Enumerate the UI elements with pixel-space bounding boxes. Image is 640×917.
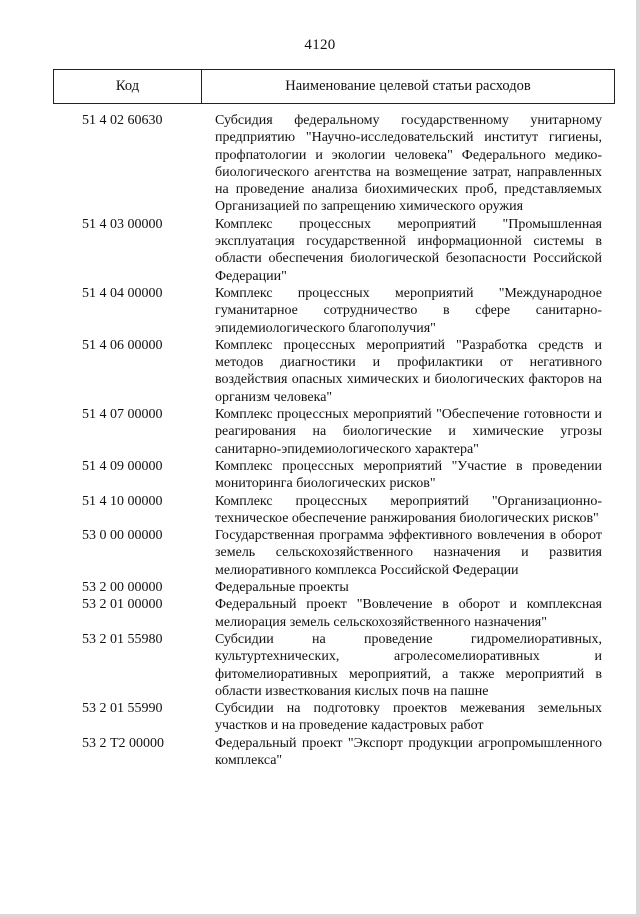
- table-row: [0, 493, 640, 528]
- table-row: [0, 579, 640, 596]
- table-row: [0, 112, 640, 216]
- row-code: 51 4 10 00000: [82, 493, 163, 509]
- table-row: [0, 596, 640, 631]
- row-description: Субсидии на подготовку проектов межевания земельных участков и на проведение кадастровых работ: [215, 701, 602, 734]
- row-code: 53 2 00 00000: [82, 580, 163, 596]
- row-code: 51 4 06 00000: [82, 337, 163, 353]
- row-description: Субсидии на проведение гидромелиоративных, культуртехнических, агролесомелиоративных и фитомелиоративных мероприятий, а также мероприятий в области известкования кислых почв на пашне: [215, 631, 602, 699]
- table-header: [53, 69, 615, 104]
- table-row: [0, 735, 640, 770]
- table-row: [0, 700, 640, 735]
- row-description: Комплекс процессных мероприятий "Участие в проведении мониторинга биологических рисков": [215, 458, 602, 492]
- table-row: [0, 216, 640, 285]
- row-code: 53 2 01 55990: [82, 701, 163, 717]
- row-code: 53 2 01 55980: [82, 631, 163, 647]
- name-column-header: Наименование целевой статьи расходов: [202, 70, 615, 104]
- scan-edge-right: [636, 0, 640, 917]
- code-column-header: Код: [54, 70, 202, 104]
- row-description: Комплекс процессных мероприятий "Промышленная эксплуатация государственной информационной системы в области обеспечения биологической безопасности Российской Федерации": [215, 216, 602, 284]
- row-code: 53 0 00 00000: [82, 528, 163, 544]
- row-description: Федеральные проекты: [215, 580, 349, 596]
- row-code: 51 4 02 60630: [82, 113, 163, 128]
- row-description: Комплекс процессных мероприятий "Разработка средств и методов диагностики и профилактики от негативного воздействия опасных химических и биологических факторов на организм человека": [215, 337, 602, 405]
- table-row: [0, 406, 640, 458]
- row-description: Субсидия федеральному государственному унитарному предприятию "Научно-исследовательский институт гигиены, профпатологии и экологии человека" Федерального медико-биологического агентства на возмещение затрат, направленных на проведение анализа биохимических проб, представляемых Организацией по запрещению химического оружия: [215, 113, 602, 215]
- row-code: 53 2 01 00000: [82, 597, 163, 613]
- row-description: Федеральный проект "Экспорт продукции агропромышленного комплекса": [215, 735, 602, 768]
- table-row: [0, 458, 640, 493]
- table-row: [0, 337, 640, 406]
- row-description: Комплекс процессных мероприятий "Обеспечение готовности и реагирования на биологические и химические угрозы санитарно-эпидемиологического характера": [215, 407, 602, 457]
- table-row: [0, 631, 640, 700]
- table-row: [0, 527, 640, 579]
- row-code: 51 4 09 00000: [82, 458, 163, 474]
- row-description: Комплекс процессных мероприятий "Организационно-техническое обеспечение ранжирования биологических рисков": [215, 493, 602, 526]
- row-description: Государственная программа эффективного вовлечения в оборот земель сельскохозяйственного назначения и развития мелиоративного комплекса Российской Федерации: [215, 528, 602, 578]
- table-body: [0, 112, 640, 769]
- row-code: 51 4 04 00000: [82, 285, 163, 301]
- row-code: 51 4 03 00000: [82, 216, 163, 232]
- row-description: Комплекс процессных мероприятий "Международное гуманитарное сотрудничество в сфере санитарно-эпидемиологического благополучия": [215, 285, 602, 336]
- page-number: 4120: [304, 37, 336, 53]
- row-description: Федеральный проект "Вовлечение в оборот и комплексная мелиорация земель сельскохозяйственного назначения": [215, 597, 602, 630]
- table-row: [0, 285, 640, 337]
- row-code: 53 2 Т2 00000: [82, 735, 165, 751]
- row-code: 51 4 07 00000: [82, 407, 163, 423]
